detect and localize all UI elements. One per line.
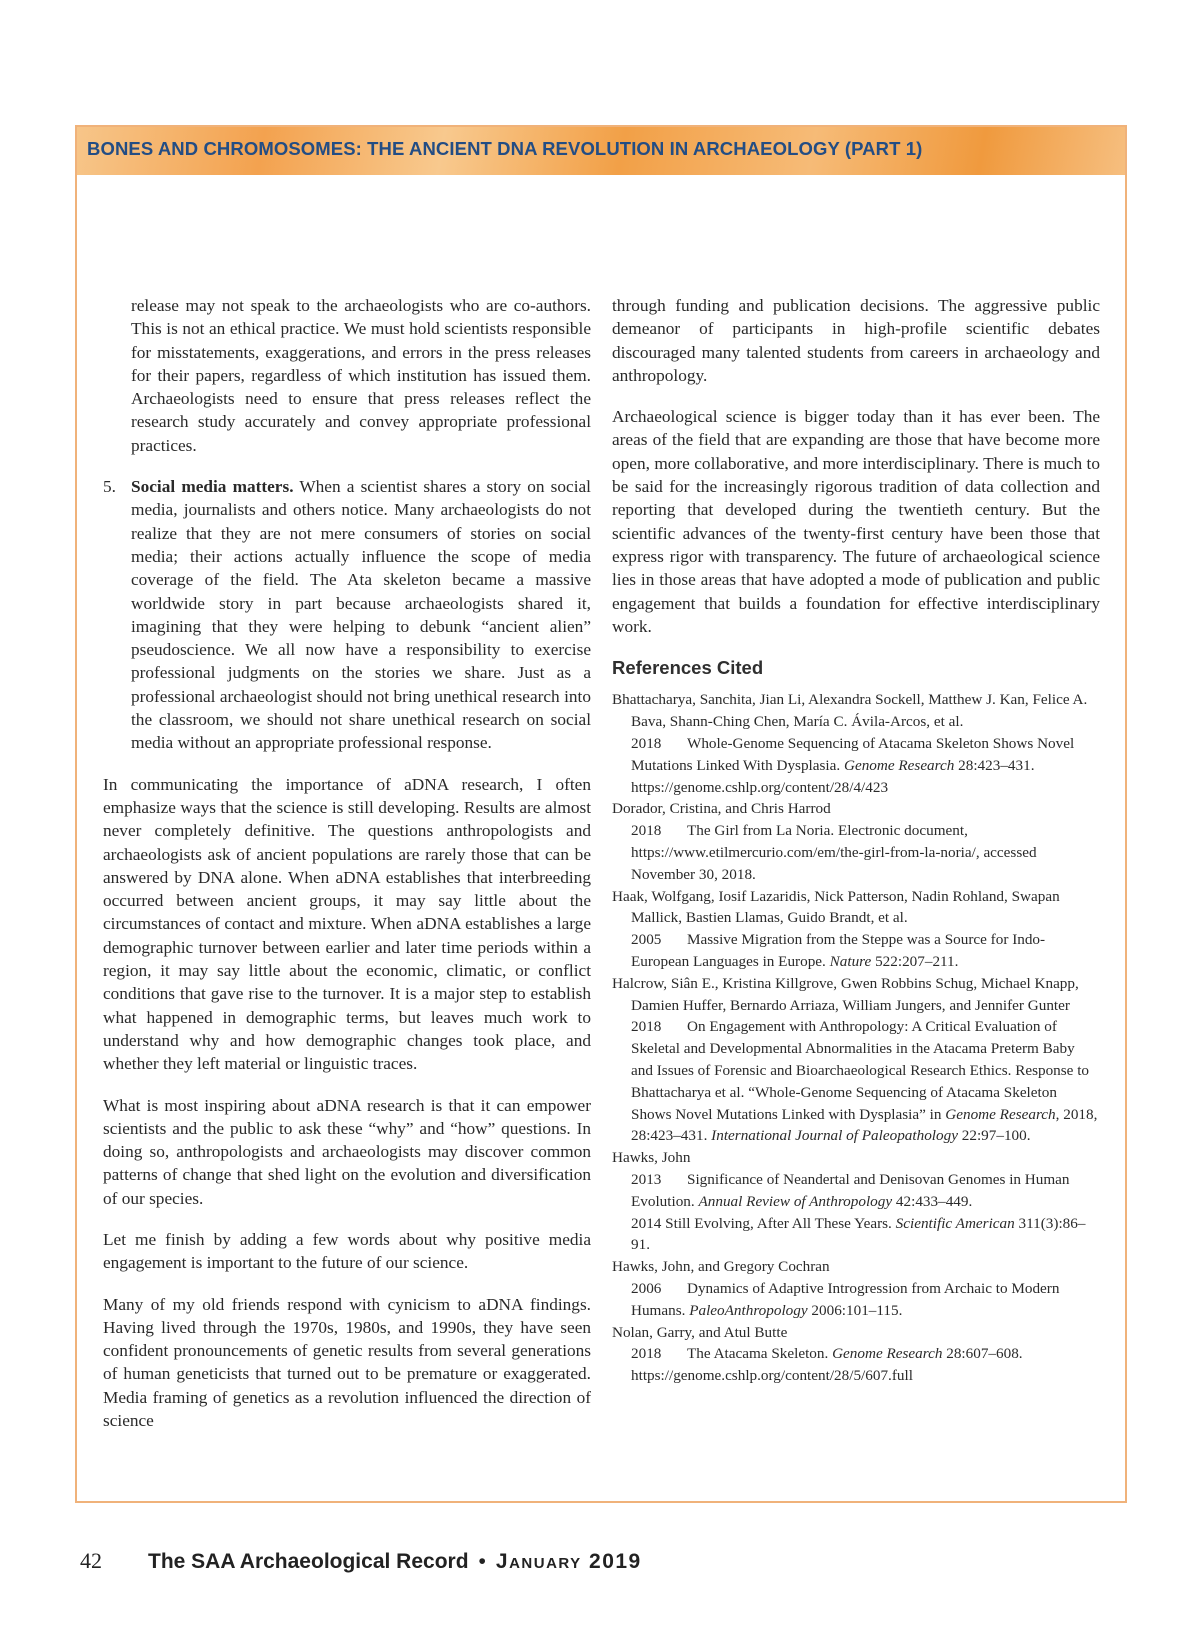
references-heading: References Cited — [612, 657, 764, 679]
reference-year: 2006 — [631, 1279, 662, 1297]
reference-authors: Bhattacharya, Sanchita, Jian Li, Alexandra Sockell, Matthew J. Kan, Felice A. Bava, Shann-Ching Chen, María C. Ávila-Arcos, et al. — [612, 691, 1088, 731]
list-item-5 — [103, 475, 591, 755]
intro-paragraph: release may not speak to the archaeologists who are co-authors. This is not an ethical practice. We must hold scientists responsible for misstatements, exaggerations, and errors in the press releases for their papers, regardless of which institution has issued them. Archaeologists need to ensure that press releases reflect the research study accurately and convey appropriate professional practices. — [131, 296, 591, 455]
reference-year: 2013 — [631, 1170, 662, 1188]
list-item-text: When a scientist shares a story on social media, journalists and others notice. Many archaeologists do not realize that they are not mere consumers of stories on social media; their actions actually influence the scope of media coverage of the field. The Ata skeleton became a massive worldwide story in part because archaeologists shared it, imagining that they were helping to debunk “ancient alien” pseudoscience. We all now have a responsibility to exercise professional judgments on the stories we share. Just as a professional archaeologist should not bring unethical research into the classroom, we should not share unethical research on social media without an appropriate professional response. — [131, 477, 591, 753]
body-paragraph: Many of my old friends respond with cynicism to aDNA findings. Having lived through the 1970s, 1980s, and 1990s, they have seen confident pronouncements of genetic results from several generations of human geneticists that turned out to be premature or exaggerated. Media framing of genetics as a revolution influenced the direction of science — [103, 1294, 591, 1431]
issue-date: January 2019 — [495, 1550, 642, 1573]
reference-entry — [612, 886, 1100, 973]
left-column — [103, 294, 591, 1450]
reference-authors: Hawks, John — [612, 1149, 691, 1167]
reference-citation: 2018 On Engagement with Anthropology: A Critical Evaluation of Skeletal and Developmental Abnormalities in the Atacama Preterm Baby and Issues of Forensic and Bioarchaeological Research Ethics. Response to Bhattacharya et al. “Whole-Genome Sequencing of Atacama Skeleton Shows Novel Mutations Linked with Dysplasia” in Genome Research, 2018, 28:423–431. International Journal of Paleopathology 22:97–100. — [631, 1018, 1098, 1145]
footer-bullet: • — [478, 1550, 486, 1573]
reference-authors: Dorador, Cristina, and Chris Harrod — [612, 800, 831, 818]
body-paragraph: through funding and publication decisions. The aggressive public demeanor of participants in high-profile scientific debates discouraged many talented students from careers in archaeology and anthropology. — [612, 296, 1100, 385]
reference-authors: Haak, Wolfgang, Iosif Lazaridis, Nick Patterson, Nadin Rohland, Swapan Mallick, Bastien Llamas, Guido Brandt, et al. — [612, 887, 1060, 927]
reference-year: 2018 — [631, 1345, 662, 1363]
body-paragraph: Archaeological science is bigger today than it has ever been. The areas of the field that are expanding are those that have become more open, more collaborative, and more interdisciplinary. There is much to be said for the increasingly rigorous tradition of data collection and reporting that developed during the twentieth century. But the scientific advances of the twenty-first century have been those that express rigor with transparency. The future of archaeological science lies in those areas that have adopted a mode of publication and public engagement that builds a foundation for effective interdisciplinary work. — [612, 407, 1100, 636]
reference-authors: Halcrow, Siân E., Kristina Killgrove, Gwen Robbins Schug, Michael Knapp, Damien Huffer, Bernardo Arriaza, William Jungers, and Jennifer Gunter — [612, 974, 1079, 1014]
reference-citation: 2018 The Atacama Skeleton. Genome Research 28:607–608. https://genome.cshlp.org/content/28/5/607.full — [631, 1345, 1023, 1385]
reference-year: 2018 — [631, 822, 662, 840]
right-column — [612, 294, 1100, 1387]
reference-citation: 2005 Massive Migration from the Steppe was a Source for Indo-European Languages in Europe. Nature 522:207–211. — [631, 931, 1046, 971]
reference-citation: 2013 Significance of Neandertal and Denisovan Genomes in Human Evolution. Annual Review of Anthropology 42:433–449. — [631, 1170, 1070, 1210]
references-list — [612, 689, 1100, 1387]
page-number: 42 — [80, 1548, 102, 1573]
body-paragraph: In communicating the importance of aDNA research, I often emphasize ways that the science is still developing. Results are almost never completely definitive. The questions anthropologists and archaeologists ask of ancient populations are rarely those that can be answered by DNA alone. When aDNA establishes that interbreeding occurred between ancient groups, it may say little about the circumstances of contact and mixture. When aDNA establishes a large demographic turnover between earlier and later time periods within a region, it may say little about the economic, climatic, or conflict conditions that gave rise to the turnover. It is a major step to establish what happened in demographic terms, but leaves much work to understand why and how demographic changes took place, and whether they left material or linguistic traces. — [103, 774, 591, 1074]
reference-entry — [612, 689, 1100, 798]
reference-citation: 2006 Dynamics of Adaptive Introgression from Archaic to Modern Humans. PaleoAnthropology 2006:101–115. — [631, 1279, 1060, 1319]
reference-entry — [612, 1322, 1100, 1387]
reference-entry — [612, 798, 1100, 885]
body-paragraph: Let me finish by adding a few words about why positive media engagement is important to the future of our science. — [103, 1229, 591, 1273]
reference-year: 2018 — [631, 1018, 662, 1036]
reference-authors: Hawks, John, and Gregory Cochran — [612, 1258, 830, 1276]
reference-year: 2005 — [631, 931, 662, 949]
reference-entry — [612, 1256, 1100, 1321]
page-footer — [80, 1548, 642, 1574]
reference-authors: Nolan, Garry, and Atul Butte — [612, 1323, 788, 1341]
journal-name: The SAA Archaeological Record — [148, 1550, 469, 1573]
reference-citation: 2018 Whole-Genome Sequencing of Atacama Skeleton Shows Novel Mutations Linked With Dysplasia. Genome Research 28:423–431. https://genome.cshlp.org/content/28/4/423 — [631, 735, 1075, 796]
reference-entry — [612, 1147, 1100, 1256]
reference-citation: 2018 The Girl from La Noria. Electronic document, https://www.etilmercurio.com/em/the-girl-from-la-noria/, accessed November 30, 2018. — [631, 822, 1037, 883]
reference-citation: 2014 Still Evolving, After All These Years. Scientific American 311(3):86–91. — [631, 1214, 1086, 1254]
list-item-number: 5. — [103, 477, 116, 497]
reference-entry — [612, 973, 1100, 1147]
reference-year: 2018 — [631, 735, 662, 753]
article-series-title: BONES AND CHROMOSOMES: THE ANCIENT DNA REVOLUTION IN ARCHAEOLOGY (PART 1) — [87, 138, 923, 159]
body-paragraph: What is most inspiring about aDNA research is that it can empower scientists and the public to ask these “why” and “how” questions. In doing so, anthropologists and archaeologists may discover common patterns of change that shed light on the evolution and diversification of our species. — [103, 1095, 591, 1208]
list-item-title: Social media matters. — [131, 477, 294, 497]
